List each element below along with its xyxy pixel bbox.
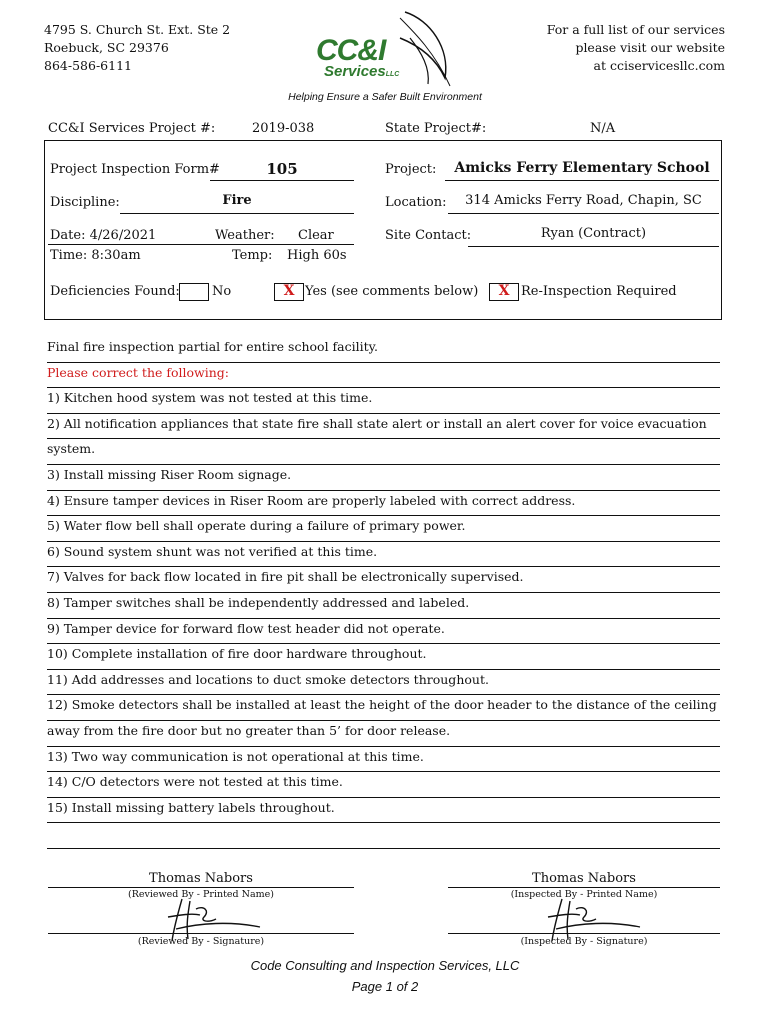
project-name[interactable]: Amicks Ferry Elementary School [445,160,719,181]
address-line-2: Roebuck, SC 29376 [44,40,169,55]
discipline-value[interactable]: Fire [120,193,354,214]
time-field [50,248,141,263]
temp-label: Temp: [232,248,273,263]
weather-label: Weather: [215,228,275,243]
location-value[interactable]: 314 Amicks Ferry Road, Chapin, SC [448,193,719,214]
comment-line[interactable]: 13) Two way communication is not operational at this time. [47,746,720,773]
comment-line[interactable]: system. [47,438,720,465]
inspector-signature-caption: (Inspected By - Signature) [520,936,648,947]
cci-project-label: CC&I Services Project #: [48,121,216,136]
site-contact-value[interactable]: Ryan (Contract) [468,226,719,247]
weather-value[interactable]: Clear [298,228,334,243]
site-contact-label: Site Contact: [385,228,472,243]
inspector-signature-rule [448,933,720,934]
inspector-name-caption: (Inspected By - Printed Name) [510,889,658,900]
comment-line[interactable]: 5) Water flow bell shall operate during a failure of primary power. [47,515,720,542]
reviewer-printed-name[interactable]: Thomas Nabors [149,871,253,886]
comment-line[interactable]: 15) Install missing battery labels throughout. [47,797,720,824]
comment-line[interactable]: away from the fire door but no greater than 5’ for door release. [47,720,720,747]
company-logo [310,8,460,88]
services-note [547,21,725,75]
inspection-form-label: Project Inspection Form# [50,162,220,177]
inspection-form-number[interactable]: 105 [210,160,354,181]
logo-text-bottom: ServicesLLC [324,63,400,80]
comment-line[interactable]: 9) Tamper device for forward flow test header did not operate. [47,618,720,645]
state-project-label: State Project#: [385,121,487,136]
comment-line[interactable]: 3) Install missing Riser Room signage. [47,464,720,491]
services-line-2: please visit our website [575,40,725,55]
comment-line[interactable]: 11) Add addresses and locations to duct smoke detectors throughout. [47,669,720,696]
inspector-name-rule [448,887,720,888]
footer-page-number: Page 1 of 2 [351,979,419,994]
comment-line[interactable]: 7) Valves for back flow located in fire pit shall be electronically supervised. [47,566,720,593]
deficiencies-label: Deficiencies Found: [50,284,180,299]
comment-line[interactable]: 2) All notification appliances that state fire shall state alert or install an alert cover for voice evacuation [47,413,720,440]
comment-line[interactable]: 6) Sound system shunt was not verified at this time. [47,541,720,568]
inspector-printed-name[interactable]: Thomas Nabors [532,871,636,886]
comment-line[interactable]: Final fire inspection partial for entire school facility. [47,336,720,363]
no-label: No [212,284,232,299]
temp-value[interactable]: High 60s [287,248,347,263]
comment-line[interactable]: 12) Smoke detectors shall be installed at least the height of the door header to the distance of the ceiling [47,694,720,721]
reviewer-name-caption: (Reviewed By - Printed Name) [128,889,274,900]
time-label: Time: [50,248,88,263]
logo-text-top: CC&I [316,34,386,67]
cci-project-value: 2019-038 [252,121,315,136]
state-project-value: N/A [590,121,616,136]
reviewer-name-rule [48,887,354,888]
comment-line[interactable]: 1) Kitchen hood system was not tested at this time. [47,387,720,414]
project-label: Project: [385,162,437,177]
time-value[interactable]: 8:30am [91,248,141,263]
comment-line[interactable] [47,822,720,849]
date-value[interactable]: 4/26/2021 [89,228,157,243]
footer-company: Code Consulting and Inspection Services, LLC [250,958,520,973]
location-label: Location: [385,195,447,210]
date-label: Date: [50,228,86,243]
yes-checkbox[interactable]: X [274,283,304,301]
comment-line[interactable]: Please correct the following: [47,362,720,389]
date-field [50,228,156,243]
services-line-1: For a full list of our services [546,22,725,37]
no-checkbox[interactable] [179,283,209,301]
comment-line[interactable]: 10) Complete installation of fire door hardware throughout. [47,643,720,670]
services-line-3: at cciservicesllc.com [593,58,725,73]
comment-line[interactable]: 4) Ensure tamper devices in Riser Room are properly labeled with correct address. [47,490,720,517]
company-address [44,21,230,75]
reinspection-checkbox[interactable]: X [489,283,519,301]
reinspection-label: Re-Inspection Required [521,284,677,299]
phone-number: 864-586-6111 [44,58,132,73]
date-row-rule [48,244,354,245]
tagline: Helping Ensure a Safer Built Environment [288,91,482,103]
address-line-1: 4795 S. Church St. Ext. Ste 2 [44,22,231,37]
discipline-label: Discipline: [50,195,120,210]
yes-label: Yes (see comments below) [305,284,479,299]
reviewer-signature-caption: (Reviewed By - Signature) [137,936,265,947]
reviewer-signature-rule [48,933,354,934]
comment-line[interactable]: 8) Tamper switches shall be independently addressed and labeled. [47,592,720,619]
comment-line[interactable]: 14) C/O detectors were not tested at this time. [47,771,720,798]
